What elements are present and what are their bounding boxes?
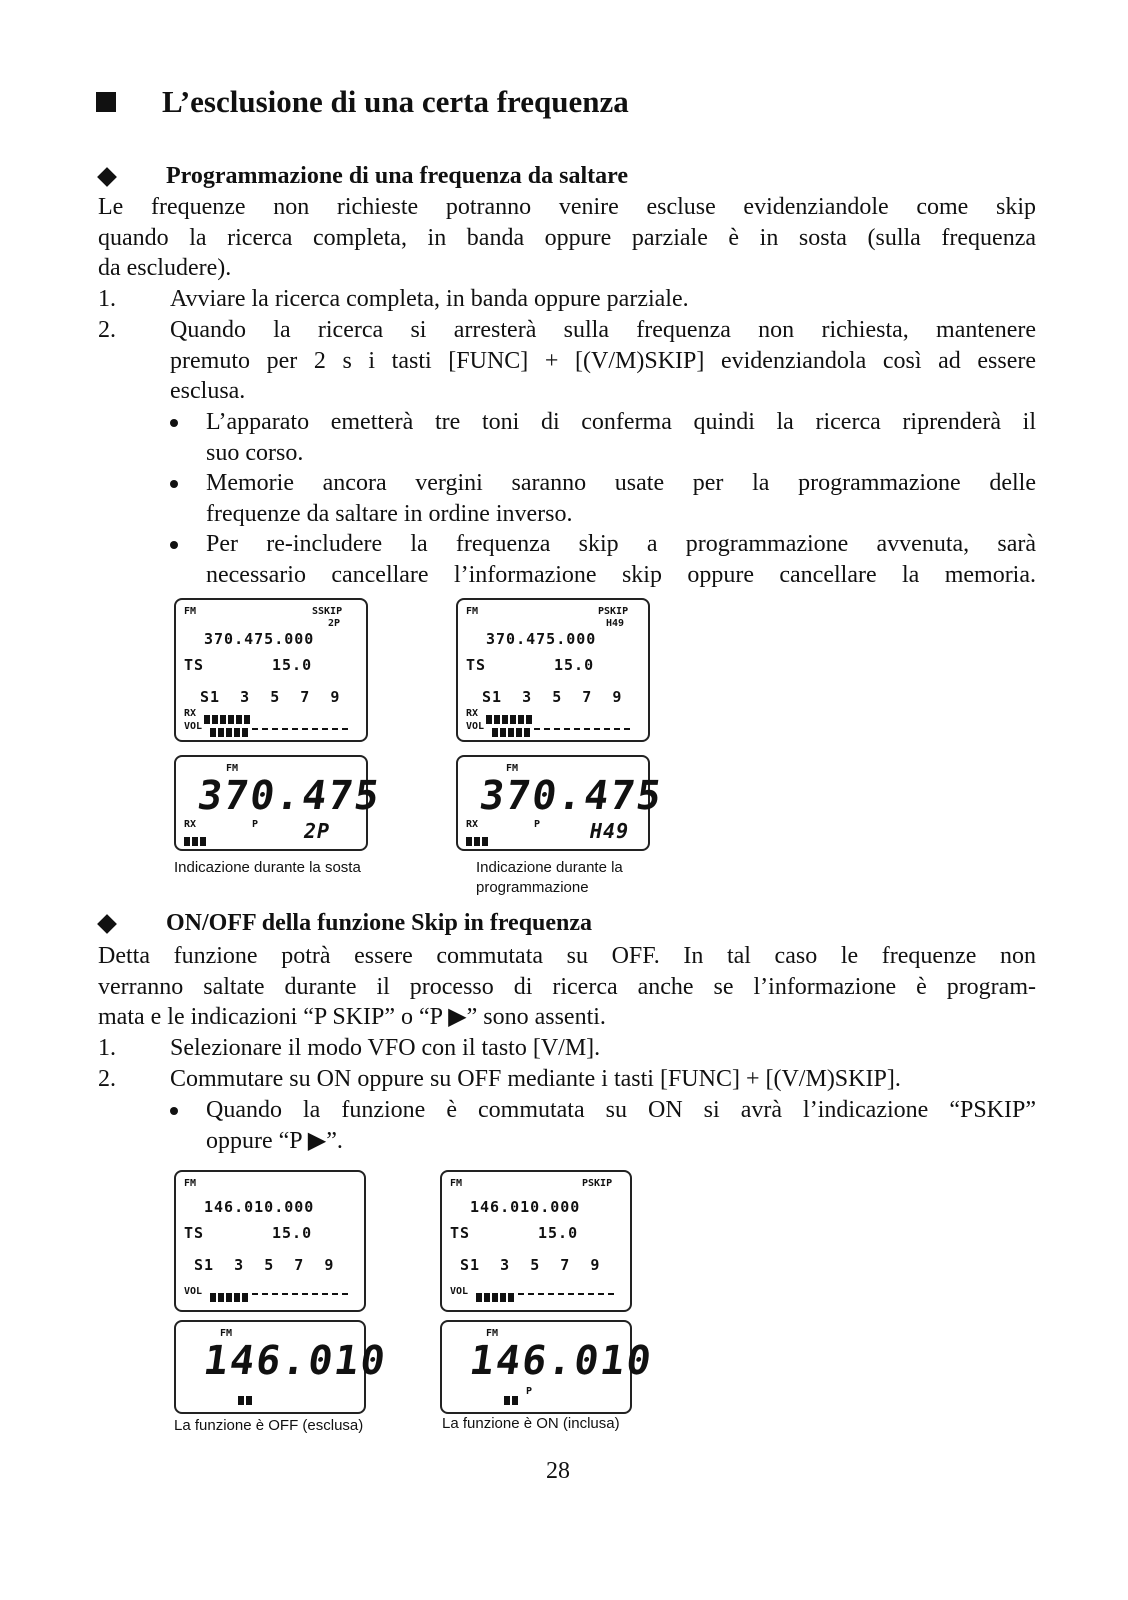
bullet-line: L’apparato emetterà tre toni di conferma quindi la ricerca riprenderà il <box>206 409 1036 435</box>
lcd-vol-label: VOL <box>466 721 485 732</box>
lcd-memory: H49 <box>606 618 625 629</box>
square-bullet-icon <box>96 92 116 112</box>
lcd-frequency: 146.010.000 <box>204 1198 315 1216</box>
big-lcd-off <box>174 1320 390 1414</box>
bullet-line: Per re-includere la frequenza skip a programmazione avvenuta, sarà <box>206 531 1036 557</box>
lcd-ts-value: 15.0 <box>272 656 313 674</box>
heading-text: L’esclusione di una certa frequenza <box>162 84 629 119</box>
bullet-line: necessario cancellare l’informazione skip oppure cancellare la memoria. <box>206 561 1036 588</box>
big-lcd-p-flag: P <box>526 1386 533 1397</box>
intro-line: Detta funzione potrà essere commutata su OFF. In tal caso le frequenze non <box>98 943 1036 969</box>
big-lcd-mode: FM <box>220 1328 233 1339</box>
lcd-skip-tag: PSKIP <box>598 606 629 617</box>
big-lcd-mode: FM <box>486 1328 499 1339</box>
lcd-skip-tag: SSKIP <box>312 606 343 617</box>
big-lcd-frequency: 370.475 <box>476 773 666 819</box>
step-line: Commutare su ON oppure su OFF mediante i tasti [FUNC] + [(V/M)SKIP]. <box>170 1066 901 1092</box>
lcd-frequency: 146.010.000 <box>470 1198 581 1216</box>
lcd-s-meter: S1 3 5 7 9 <box>460 1256 601 1274</box>
lcd-vol-dashes <box>518 1293 614 1297</box>
caption-on: La funzione è ON (inclusa) <box>442 1415 620 1432</box>
lcd-s-meter: S1 3 5 7 9 <box>482 688 623 706</box>
lcd-mode: FM <box>184 1178 197 1189</box>
bullet-line: Memorie ancora vergini saranno usate per la programmazione delle <box>206 470 1036 496</box>
diamond-bullet-icon <box>97 914 117 934</box>
section-heading <box>96 84 629 120</box>
diamond-bullet-icon <box>97 167 117 187</box>
big-lcd-sosta <box>174 755 384 851</box>
intro-line: Le frequenze non richieste potranno venire escluse evidenziandole come skip <box>98 194 1036 220</box>
big-lcd-mode: FM <box>506 763 519 774</box>
lcd-memory: 2P <box>328 618 341 629</box>
caption-programmazione <box>476 858 623 898</box>
big-lcd-on <box>440 1320 656 1414</box>
lcd-mode: FM <box>184 606 197 617</box>
lcd-vol-bars <box>476 1287 516 1296</box>
lcd-ts-value: 15.0 <box>272 1224 313 1242</box>
lcd-vol-label: VOL <box>184 721 203 732</box>
step-number: 2. <box>98 1066 116 1092</box>
bullet-dot-icon <box>170 480 178 488</box>
lcd-vol-bars <box>210 1287 250 1296</box>
lcd-ts-label: TS <box>184 1224 205 1242</box>
big-lcd-frequency: 146.010 <box>466 1338 656 1384</box>
big-lcd-signal-bars <box>466 831 490 840</box>
bullet-dot-icon <box>170 1107 178 1115</box>
lcd-ts-label: TS <box>450 1224 471 1242</box>
intro-line: verranno saltate durante il processo di ricerca anche se l’informazione è program- <box>98 973 1036 1000</box>
big-lcd-frequency: 370.475 <box>194 773 384 819</box>
lcd-vol-dashes <box>534 728 630 732</box>
big-lcd-frequency: 146.010 <box>200 1338 390 1384</box>
step-line: Selezionare il modo VFO con il tasto [V/M]. <box>170 1035 601 1061</box>
lcd-vol-dashes <box>252 1293 348 1297</box>
page-number: 28 <box>546 1458 570 1484</box>
lcd-ts-value: 15.0 <box>554 656 595 674</box>
lcd-rx-label: RX <box>184 708 197 719</box>
step-line: esclusa. <box>170 378 246 405</box>
caption-off: La funzione è OFF (esclusa) <box>174 1417 364 1434</box>
subsection-heading-2 <box>96 910 592 937</box>
big-lcd-signal-bars <box>184 831 208 840</box>
big-lcd-mode: FM <box>226 763 239 774</box>
bullet-line: suo corso. <box>206 439 304 466</box>
big-lcd-p-flag: P <box>534 819 541 830</box>
step-line: premuto per 2 s i tasti [FUNC] + [(V/M)SKIP] evidenziandola così ad essere <box>170 347 1036 374</box>
lcd-panel-off <box>174 1170 366 1312</box>
bullet-dot-icon <box>170 419 178 427</box>
lcd-panel-programmazione <box>456 598 650 742</box>
step-number: 2. <box>98 317 116 343</box>
lcd-panel-on <box>440 1170 632 1312</box>
section1-intro <box>98 192 1036 284</box>
intro-line: quando la ricerca completa, in banda oppure parziale è in sosta (sulla frequenza <box>98 224 1036 251</box>
step-number: 1. <box>98 1035 116 1061</box>
big-lcd-p-flag: P <box>252 819 259 830</box>
lcd-vol-bars <box>210 722 250 731</box>
lcd-frequency: 370.475.000 <box>204 630 315 648</box>
subsection-heading-1 <box>96 163 628 190</box>
intro-line: da escludere). <box>98 255 232 282</box>
big-lcd-signal-bars <box>238 1390 254 1399</box>
section2-intro <box>98 941 1036 1033</box>
big-lcd-memory: 2P <box>304 819 331 843</box>
step-line: Quando la ricerca si arresterà sulla frequenza non richiesta, mantenere <box>170 317 1036 343</box>
caption-line: programmazione <box>476 879 589 896</box>
bullet-dot-icon <box>170 541 178 549</box>
lcd-vol-dashes <box>252 728 348 732</box>
lcd-skip-tag: PSKIP <box>582 1178 613 1189</box>
lcd-ts-label: TS <box>466 656 487 674</box>
lcd-vol-label: VOL <box>450 1286 469 1297</box>
step-line: Avviare la ricerca completa, in banda oppure parziale. <box>170 286 689 312</box>
lcd-ts-label: TS <box>184 656 205 674</box>
subsection-title-2: ON/OFF della funzione Skip in frequenza <box>166 910 593 936</box>
bullet-line: frequenze da saltare in ordine inverso. <box>206 500 573 527</box>
lcd-vol-label: VOL <box>184 1286 203 1297</box>
step-number: 1. <box>98 286 116 312</box>
lcd-vol-bars <box>492 722 532 731</box>
big-lcd-signal-bars <box>504 1390 520 1399</box>
lcd-mode: FM <box>466 606 479 617</box>
bullet-line: Quando la funzione è commutata su ON si avrà l’indicazione “PSKIP” <box>206 1097 1036 1123</box>
bullet-line: oppure “P ▶”. <box>206 1127 343 1154</box>
caption-line: Indicazione durante la <box>476 859 623 876</box>
lcd-rx-bars <box>204 709 252 718</box>
lcd-panel-sosta <box>174 598 368 742</box>
lcd-mode: FM <box>450 1178 463 1189</box>
subsection-title-1: Programmazione di una frequenza da saltare <box>166 163 628 189</box>
lcd-rx-bars <box>486 709 534 718</box>
lcd-rx-label: RX <box>466 708 479 719</box>
lcd-s-meter: S1 3 5 7 9 <box>194 1256 335 1274</box>
caption-sosta: Indicazione durante la sosta <box>174 859 361 876</box>
big-lcd-rx: RX <box>184 819 197 830</box>
intro-line: mata e le indicazioni “P SKIP” o “P ▶” sono assenti. <box>98 1004 606 1031</box>
big-lcd-memory: H49 <box>590 819 630 843</box>
lcd-s-meter: S1 3 5 7 9 <box>200 688 341 706</box>
big-lcd-rx: RX <box>466 819 479 830</box>
lcd-frequency: 370.475.000 <box>486 630 597 648</box>
big-lcd-programmazione <box>456 755 666 851</box>
lcd-ts-value: 15.0 <box>538 1224 579 1242</box>
